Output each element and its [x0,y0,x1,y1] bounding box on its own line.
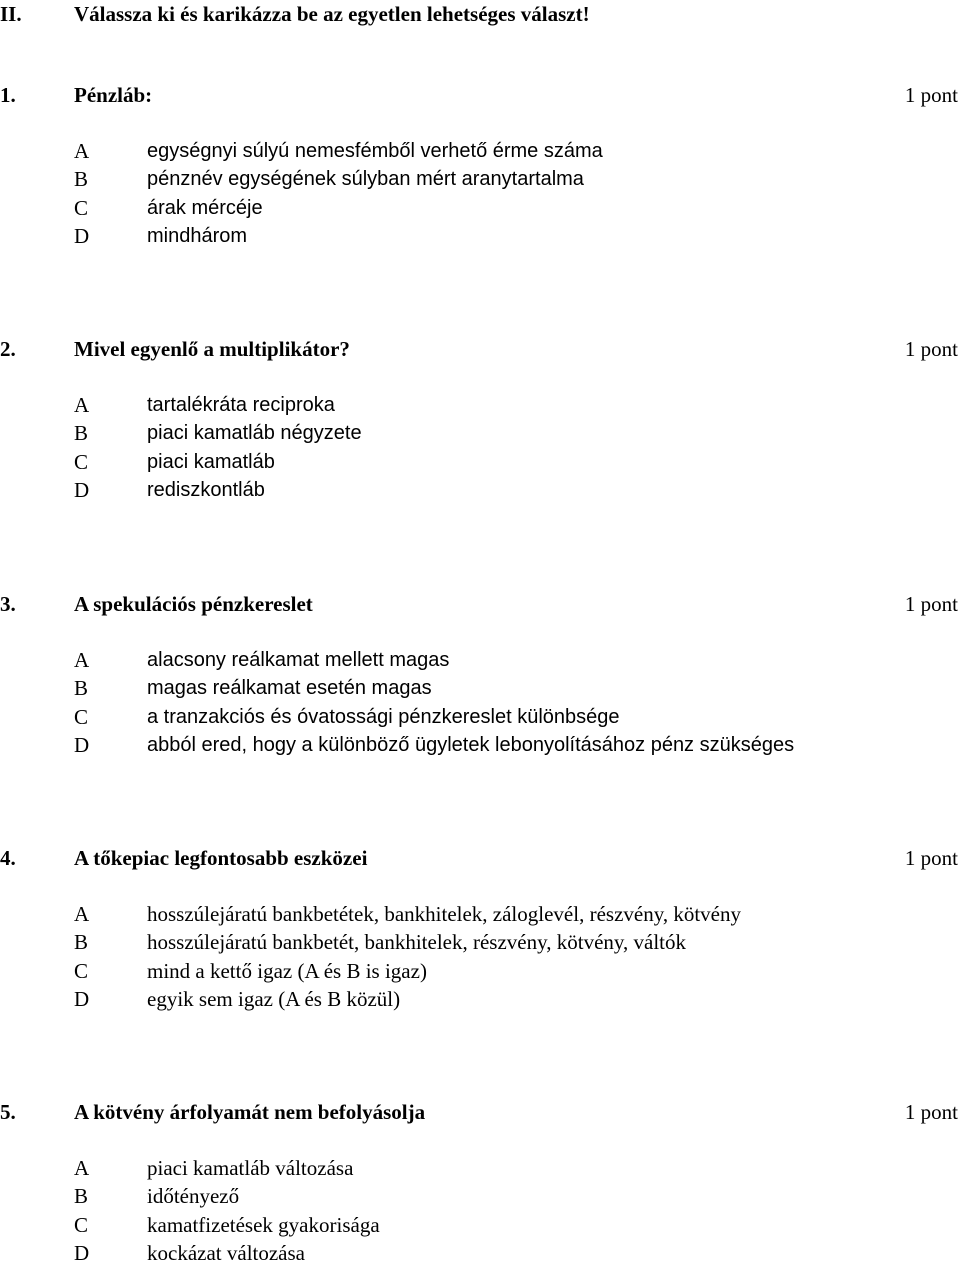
answer-options [0,393,960,507]
answer-option-c[interactable] [0,450,960,478]
answer-option-b[interactable] [0,676,960,704]
option-text: a tranzakciós és óvatossági pénzkereslet különbsége [147,705,620,728]
answer-option-d[interactable] [0,1241,960,1269]
question-points: 1 pont [904,83,958,107]
answer-option-c[interactable] [0,959,960,987]
option-text: időtényező [147,1184,240,1209]
answer-options [0,902,960,1016]
section-instruction: Válassza ki és karikázza be az egyetlen lehetséges választ! [74,2,590,26]
answer-options [0,139,960,253]
question-text: A tőkepiac legfontosabb eszközei [74,846,368,870]
question-title-row [0,846,960,874]
option-text: hosszúlejáratú bankbetét, bankhitelek, részvény, kötvény, váltók [147,930,687,955]
option-text: piaci kamatláb változása [147,1156,354,1180]
question-3 [0,592,960,762]
option-text: egységnyi súlyú nemesfémből verhető érme száma [147,140,603,162]
question-number: 2. [0,337,16,361]
question-points: 1 pont [904,1100,958,1124]
answer-option-a[interactable] [0,902,960,930]
option-letter: C [74,195,89,220]
answer-options [0,648,960,762]
question-points: 1 pont [904,592,958,616]
option-letter: B [74,167,89,192]
question-number: 3. [0,592,16,616]
option-letter: A [74,139,90,163]
question-text: A kötvény árfolyamát nem befolyásolja [74,1100,426,1124]
answer-option-a[interactable] [0,139,960,167]
answer-option-c[interactable] [0,1213,960,1241]
option-letter: D [74,987,90,1012]
question-4 [0,846,960,1016]
option-text: tartalékráta reciproka [147,394,335,416]
question-number: 1. [0,83,16,107]
option-letter: C [74,1212,89,1237]
option-text: mind a kettő igaz (A és B is igaz) [147,958,427,983]
question-title-row [0,337,960,365]
answer-option-b[interactable] [0,930,960,958]
option-letter: D [74,1241,90,1266]
option-letter: B [74,930,89,955]
question-number: 5. [0,1100,16,1124]
answer-option-d[interactable] [0,224,960,252]
question-points: 1 pont [904,337,958,361]
option-text: piaci kamatláb [147,450,275,473]
option-text: abból ered, hogy a különböző ügyletek lebonyolításához pénz szükséges [147,734,795,757]
option-letter: D [74,224,90,249]
option-text: kamatfizetések gyakorisága [147,1212,380,1237]
question-1 [0,83,960,253]
answer-option-d[interactable] [0,733,960,761]
option-text: piaci kamatláb négyzete [147,422,362,445]
question-title-row [0,592,960,620]
question-points: 1 pont [904,846,958,870]
answer-option-c[interactable] [0,196,960,224]
answer-option-b[interactable] [0,167,960,195]
answer-option-c[interactable] [0,705,960,733]
question-2 [0,337,960,507]
answer-option-a[interactable] [0,648,960,676]
option-letter: C [74,449,89,474]
question-text: Mivel egyenlő a multiplikátor? [74,337,350,361]
answer-option-d[interactable] [0,478,960,506]
option-letter: D [74,478,90,503]
answer-option-a[interactable] [0,1156,960,1184]
option-letter: A [74,393,90,417]
option-text: árak mércéje [147,196,263,219]
question-text: A spekulációs pénzkereslet [74,592,313,616]
option-text: magas reálkamat esetén magas [147,677,432,700]
answer-options [0,1156,960,1270]
option-letter: C [74,958,89,983]
question-5 [0,1100,960,1270]
option-letter: A [74,902,90,926]
option-letter: A [74,1156,90,1180]
answer-option-b[interactable] [0,1184,960,1212]
option-letter: C [74,704,89,729]
option-letter: D [74,733,90,758]
option-text: pénznév egységének súlyban mért aranytartalma [147,168,584,191]
answer-option-a[interactable] [0,393,960,421]
option-letter: B [74,676,89,701]
option-text: egyik sem igaz (A és B közül) [147,987,401,1012]
option-text: mindhárom [147,225,248,248]
option-text: alacsony reálkamat mellett magas [147,649,450,671]
option-letter: B [74,421,89,446]
option-text: hosszúlejáratú bankbetétek, bankhitelek, záloglevél, részvény, kötvény [147,902,741,926]
option-letter: B [74,1184,89,1209]
option-text: rediszkontláb [147,479,265,502]
question-text: Pénzláb: [74,83,153,107]
option-text: kockázat változása [147,1241,305,1266]
answer-option-b[interactable] [0,421,960,449]
answer-option-d[interactable] [0,987,960,1015]
question-title-row [0,1100,960,1128]
option-letter: A [74,648,90,672]
question-number: 4. [0,846,16,870]
section-number: II. [0,2,22,26]
question-title-row [0,83,960,111]
